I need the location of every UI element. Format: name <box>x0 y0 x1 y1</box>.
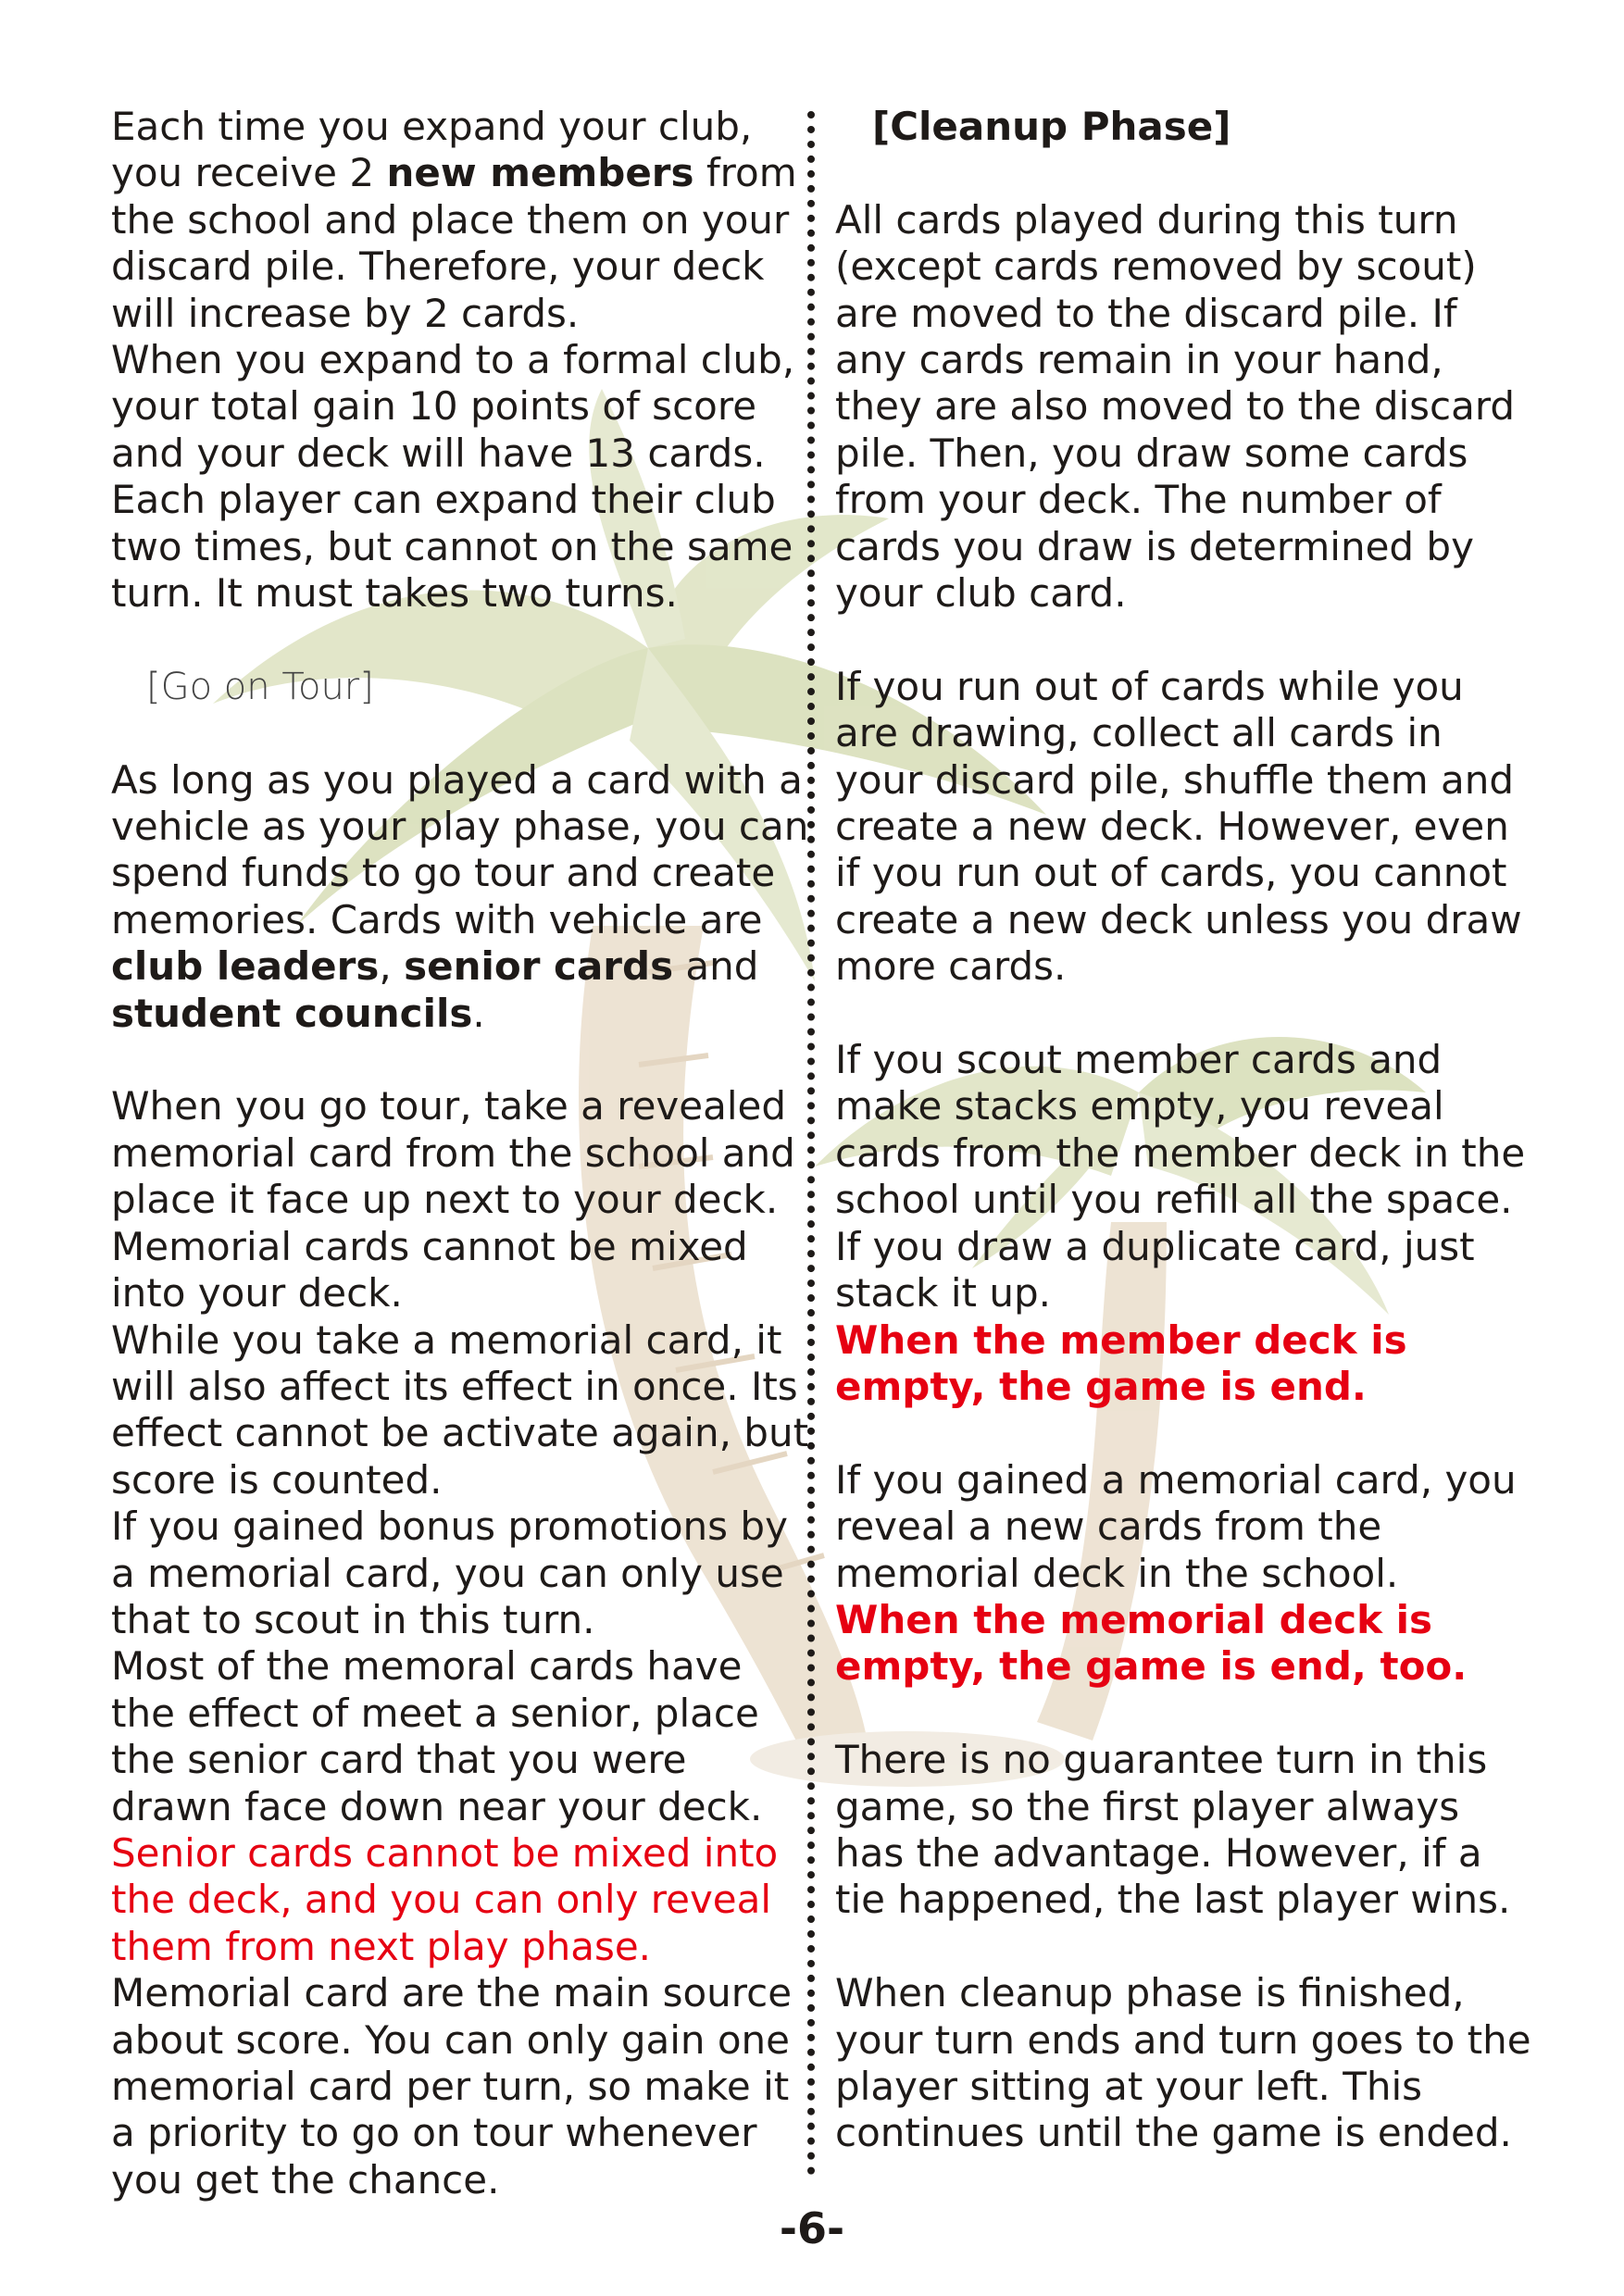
text-segment: As long as you played a card with a vehicle as your play phase, you can spend funds to go tour and create memories. Cards with vehicle are <box>111 756 809 942</box>
paragraph-turn-ends: When cleanup phase is finished, your turn ends and turn goes to the player sitting at your left. This continues until the game is ended. <box>835 1970 1531 2156</box>
paragraph-cleanup-discard: All cards played during this turn (except cards removed by scout) are moved to the discard pile. If any cards remain in your hand, they are also moved to the discard pile. Then, you draw some cards from your deck. The number of cards you draw is determined by your club card. <box>835 196 1516 617</box>
text-segment: from the school and place them on your discard pile. Therefore, your deck will increase by 2 cards. <box>111 150 797 336</box>
text-segment: . <box>472 990 485 1036</box>
paragraph-refill-member-stacks: If you scout member cards and make stacks empty, you reveal cards from the member deck in the school until you refill all the space. If you draw a duplicate card, just stack it up. <box>835 1037 1526 1316</box>
paragraph-take-memorial: When you go tour, take a revealed memorial card from the school and place it face up next to your deck. Memorial cards cannot be mixed into your deck. <box>111 1083 795 1316</box>
paragraph-reveal-memorial: If you gained a memorial card, you reveal a new cards from the memorial deck in the school. <box>835 1456 1517 1596</box>
paragraph-bonus-promotions: If you gained bonus promotions by a memorial card, you can only use that to scout in this turn. <box>111 1504 788 1642</box>
paragraph-memorial-score: Memorial card are the main source about score. You can only gain one memorial card per turn, so make it a priority to go on tour whenever you get the chance. <box>111 1970 793 2202</box>
bold-term-new-members: new members <box>386 150 694 196</box>
paragraph-expand-limit: Each player can expand their club two times, but cannot on the same turn. It must takes two turns. <box>111 477 793 617</box>
paragraph-tour-vehicle <box>111 757 815 1037</box>
bold-term-senior-cards: senior cards <box>404 943 674 990</box>
bold-term-student-councils: student councils <box>111 990 473 1036</box>
paragraph-formal-club: When you expand to a formal club, your total gain 10 points of score and your deck will have 13 cards. <box>111 337 795 476</box>
warning-memorial-deck-empty: When the memorial deck is empty, the game is end, too. <box>835 1596 1468 1690</box>
paragraph-meet-senior: Most of the memoral cards have the effect of meet a senior, place the senior card that you were drawn face down near your deck. <box>111 1643 763 1829</box>
bold-term-club-leaders: club leaders <box>111 943 380 990</box>
section-heading-cleanup-phase: [Cleanup Phase] <box>872 104 1231 149</box>
text-segment: and <box>673 943 759 990</box>
warning-member-deck-empty: When the member deck is empty, the game is end. <box>835 1316 1407 1409</box>
paragraph-first-player-advantage: There is no guarantee turn in this game, so the first player always has the advantage. However, if a tie happened, the last player wins. <box>835 1737 1511 1923</box>
paragraph-expand-club <box>111 104 815 337</box>
paragraph-run-out-of-cards: If you run out of cards while you are drawing, collect all cards in your discard pile, shuffle them and create a new deck. However, even if you run out of cards, you cannot create a new deck unless you draw more cards. <box>835 663 1522 990</box>
page-number: -6- <box>779 2203 845 2253</box>
text-segment: , <box>379 943 405 990</box>
warning-senior-cards: Senior cards cannot be mixed into the deck, and you can only reveal them from next play phase. <box>111 1829 779 1969</box>
text-segment: Each time you expand your club, <box>111 104 753 149</box>
left-column <box>111 104 815 2203</box>
section-heading-go-on-tour: [Go on Tour] <box>146 665 374 708</box>
text-segment: you receive 2 <box>111 150 387 196</box>
right-column <box>835 104 1539 2157</box>
paragraph-memorial-effect: While you take a memorial card, it will also affect its effect in once. Its effect cannot be activate again, but score is counted. <box>111 1316 809 1503</box>
